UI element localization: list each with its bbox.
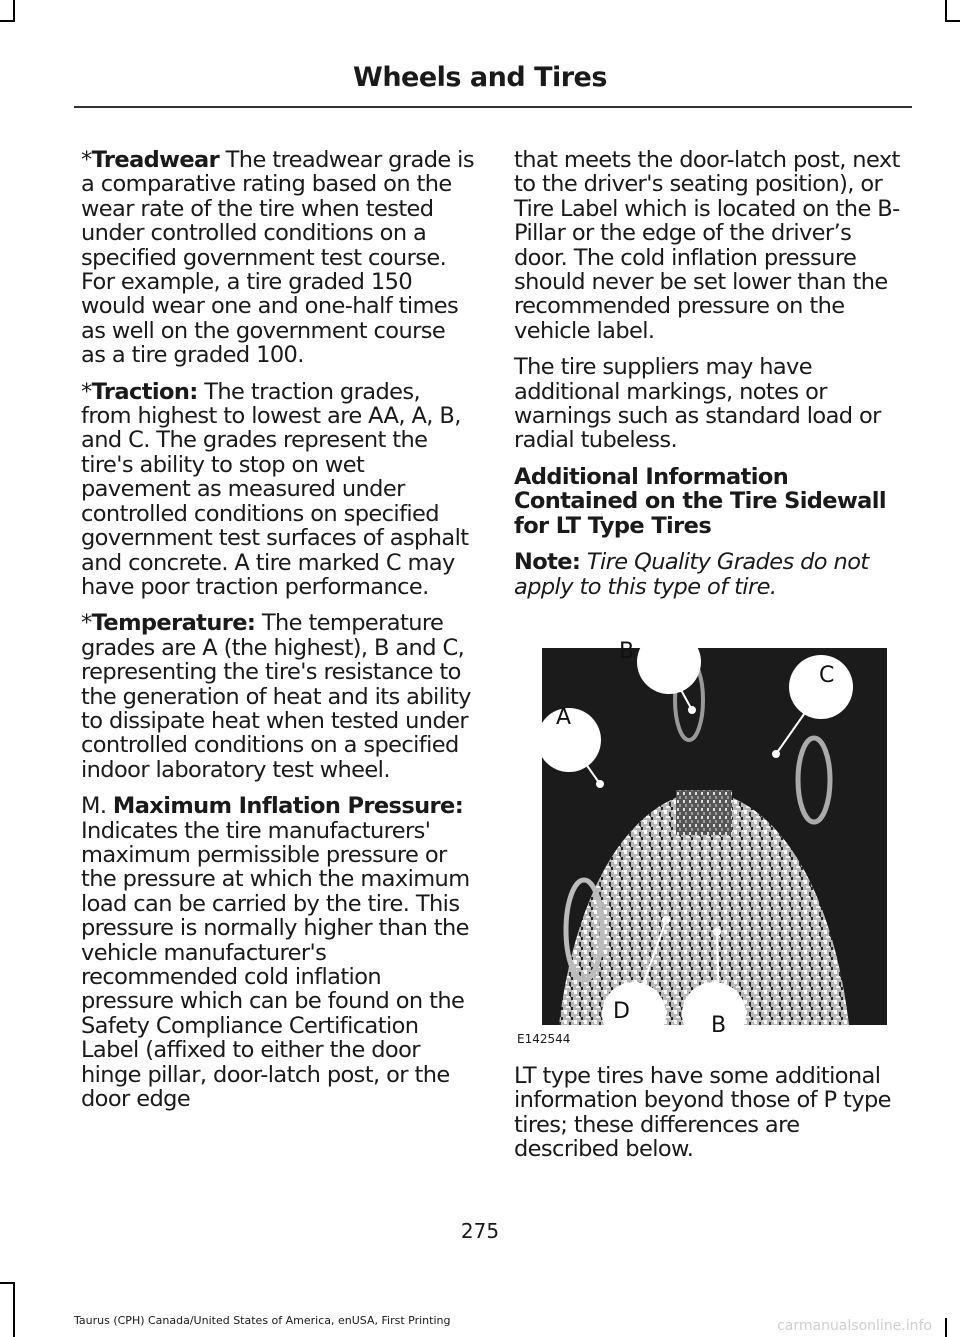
crop-mark bbox=[945, 0, 947, 22]
traction-paragraph: *Traction: The traction grades, from highest to lowest are AA, A, B, and C. The grades represent the tire's ability to stop on wet pavement as measured under controlled conditions on specified government test surfaces of asphalt and concrete. A tire marked C may have poor traction performance. bbox=[81, 378, 469, 600]
lt-tires-paragraph: LT type tires have some additional information beyond those of P type tires; these differences are described below. bbox=[514, 1063, 891, 1163]
crop-mark bbox=[0, 20, 15, 22]
treadwear-term: Treadwear bbox=[91, 147, 220, 173]
callout-a: A bbox=[556, 705, 572, 730]
crop-mark bbox=[13, 1282, 15, 1337]
tire-sidewall-illustration bbox=[514, 640, 892, 1050]
traction-term: Traction: bbox=[91, 378, 198, 405]
note-label: Note: bbox=[514, 549, 581, 576]
header-divider bbox=[74, 106, 912, 108]
note-text: Tire Quality Grades do not apply to this type of tire. bbox=[514, 549, 869, 600]
page-title: Wheels and Tires bbox=[353, 62, 607, 93]
callout-c: C bbox=[819, 663, 835, 688]
max-inflation-term: Maximum Inflation Pressure: bbox=[112, 793, 464, 820]
max-inflation-paragraph: M. Maximum Inflation Pressure: Indicates the tire manufacturers' maximum permissible pressure or the pressure at which the maximum load can be carried by the tire. This pressure is normally higher than the vehicle manufacturer's recommended cold inflation pressure which can be found on the Safety Compliance Certification Label (affixed to either the door hinge pillar, door-latch post, or the door edge bbox=[81, 793, 470, 1113]
after-figure-text bbox=[514, 1064, 910, 1174]
figure-caption: E142544 bbox=[517, 1032, 571, 1046]
treadwear-paragraph: *Treadwear The treadwear grade is a comparative rating based on the wear rate of the tire when tested under controlled conditions on a specified government test course. For example, a tire graded 150 would wear one and one-half times as well on the government course as a tire graded 100. bbox=[81, 147, 474, 369]
temperature-paragraph: *Temperature: The temperature grades are A (the highest), B and C, representing the tire's resistance to the generation of heat and its ability to dissipate heat when tested under controlled conditions on a specified indoor laboratory test wheel. bbox=[81, 610, 471, 783]
tire-sidewall-figure bbox=[514, 640, 892, 1050]
page-number: 275 bbox=[460, 1219, 500, 1243]
callout-b-bottom: B bbox=[711, 1013, 727, 1038]
crop-mark bbox=[945, 1318, 947, 1337]
temperature-term: Temperature: bbox=[91, 610, 256, 637]
right-column bbox=[514, 148, 910, 611]
section-subheading: Additional Information Contained on the Tire Sidewall for LT Type Tires bbox=[514, 463, 886, 539]
continuation-paragraph: that meets the door-latch post, next to the driver's seating position), or Tire Label which is located on the B-Pillar or the edge of the driver’s door. The cold inflation pressure should never be set lower than the recommended pressure on the vehicle label. bbox=[514, 147, 900, 344]
left-column bbox=[81, 148, 475, 1123]
callout-d: D bbox=[613, 999, 630, 1024]
footer-text: Taurus (CPH) Canada/United States of America, enUSA, First Printing bbox=[74, 1314, 451, 1327]
crop-mark bbox=[13, 0, 15, 22]
suppliers-paragraph: The tire suppliers may have additional markings, notes or warnings such as standard load or radial tubeless. bbox=[514, 354, 881, 454]
callout-b-top: B bbox=[619, 640, 635, 664]
crop-mark bbox=[945, 20, 960, 22]
watermark: carmanualsonline.info bbox=[777, 1318, 932, 1334]
crop-mark bbox=[0, 1282, 15, 1284]
note-paragraph bbox=[514, 550, 910, 599]
